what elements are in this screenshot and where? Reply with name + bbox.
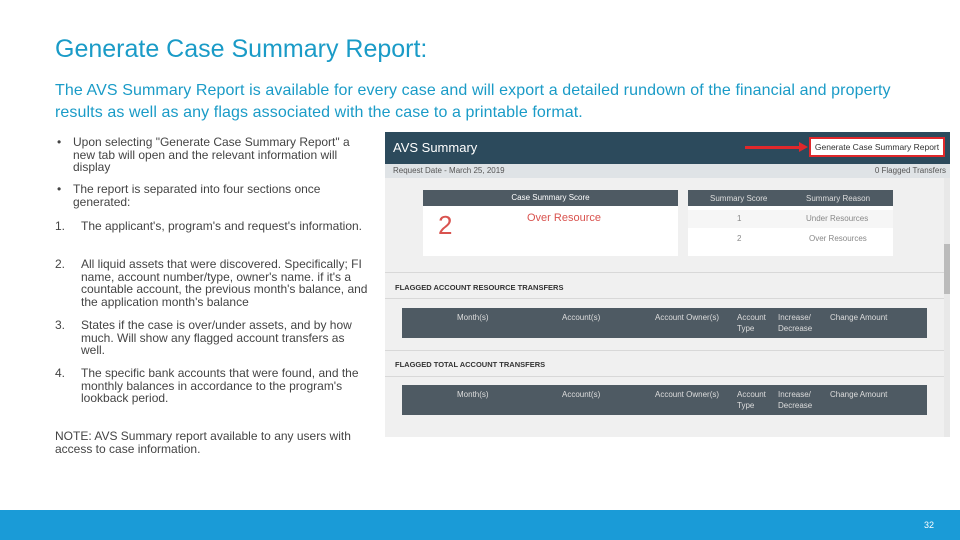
total-transfers-table-header <box>402 385 927 415</box>
avs-summary-title: AVS Summary <box>393 140 478 155</box>
section-divider <box>385 376 944 377</box>
slide-title: Generate Case Summary Report: <box>55 35 428 63</box>
score-table-header <box>688 190 893 206</box>
section-divider <box>385 350 944 351</box>
scrollbar[interactable] <box>944 178 950 437</box>
total-transfers-label: FLAGGED TOTAL ACCOUNT TRANSFERS <box>395 360 546 369</box>
number-marker: 3. <box>55 318 66 332</box>
col-increase-decrease: Increase/ Decrease <box>778 390 813 410</box>
numbered-text: The specific bank accounts that were found, and the monthly balances in accordance to the program's lookback period. <box>81 366 359 406</box>
avs-header-bar <box>385 132 950 164</box>
resource-transfers-table-header <box>402 308 927 338</box>
col-summary-score: Summary Score <box>710 194 768 203</box>
summary-score-table <box>688 190 893 256</box>
score-cell: 1 <box>737 214 742 223</box>
case-score-header: Case Summary Score <box>423 190 678 206</box>
bullet-text: The report is separated into four sections once generated: <box>73 182 321 209</box>
resource-transfers-label: FLAGGED ACCOUNT RESOURCE TRANSFERS <box>395 283 564 292</box>
col-increase-decrease: Increase/ Decrease <box>778 313 813 333</box>
col-account-owners: Account Owner(s) <box>655 390 720 399</box>
col-account-owners: Account Owner(s) <box>655 313 720 322</box>
numbered-text: The applicant's, program's and request's information. <box>81 219 363 233</box>
score-cell: 2 <box>737 234 742 243</box>
request-date: Request Date - March 25, 2019 <box>393 166 505 175</box>
numbered-text: States if the case is over/under assets, and by how much. Will show any flagged account transfers as well. <box>81 318 352 358</box>
number-marker: 4. <box>55 366 66 380</box>
col-change-amount: Change Amount <box>830 390 888 399</box>
bullet-marker: • <box>57 135 62 149</box>
case-score-reason: Over Resource <box>527 212 601 224</box>
page-number: 32 <box>923 520 934 530</box>
col-account-type: Account Type <box>737 390 766 410</box>
pointer-arrow <box>745 146 803 149</box>
bullet-marker: • <box>57 182 62 196</box>
case-summary-score-card <box>423 190 678 256</box>
col-accounts: Account(s) <box>562 390 601 399</box>
reason-cell: Under Resources <box>806 214 869 223</box>
table-row <box>688 210 893 228</box>
section-divider <box>385 272 944 273</box>
col-summary-reason: Summary Reason <box>806 194 871 203</box>
flagged-transfers-count: 0 Flagged Transfers <box>874 166 946 175</box>
scrollbar-thumb[interactable] <box>944 244 950 294</box>
table-row <box>688 230 893 248</box>
request-info-bar <box>385 164 950 178</box>
number-marker: 1. <box>55 219 66 233</box>
note-text: NOTE: AVS Summary report available to any users with access to case information. <box>55 429 351 456</box>
numbered-text: All liquid assets that were discovered. Specifically; FI name, account number/type, owner's name. if it's a countable account, the previous month's balance, and the application month's balance <box>81 257 368 309</box>
section-divider <box>385 298 944 299</box>
avs-summary-screenshot <box>385 132 950 437</box>
col-accounts: Account(s) <box>562 313 601 322</box>
bullet-text: Upon selecting "Generate Case Summary Report" a new tab will open and the relevant information will display <box>73 135 350 175</box>
col-months: Month(s) <box>457 313 489 322</box>
col-account-type: Account Type <box>737 313 766 333</box>
arrow-head-icon <box>799 142 808 152</box>
col-change-amount: Change Amount <box>830 313 888 322</box>
col-months: Month(s) <box>457 390 489 399</box>
intro-paragraph: The AVS Summary Report is available for every case and will export a detailed rundown of the financial and property results as well as any flags associated with the case to a printable format. <box>55 82 891 121</box>
reason-cell: Over Resources <box>809 234 867 243</box>
case-score-value: 2 <box>438 210 453 240</box>
number-marker: 2. <box>55 257 66 271</box>
generate-case-summary-button[interactable]: Generate Case Summary Report <box>809 137 945 157</box>
footer-bar <box>0 510 960 540</box>
